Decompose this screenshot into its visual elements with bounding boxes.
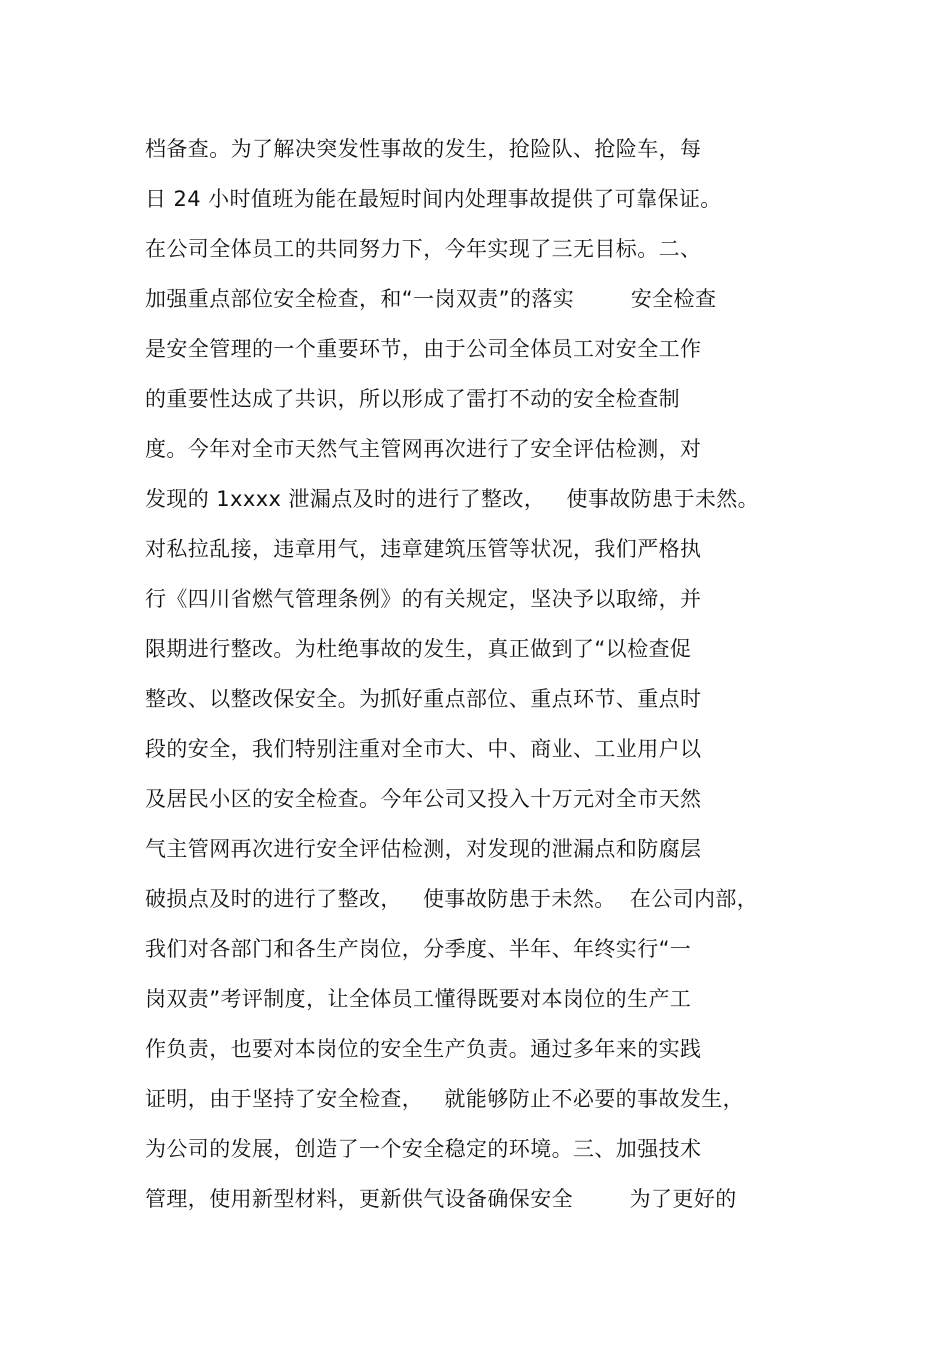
text-line: 段的安全，我们特别注重对全市大、中、商业、工业用户以 <box>145 737 702 761</box>
text-line: 的重要性达成了共识，所以形成了雷打不动的安全检查制 <box>145 387 680 411</box>
text-line: 及居民小区的安全检查。今年公司又投入十万元对全市天然 <box>145 787 702 811</box>
text-line: 限期进行整改。为杜绝事故的发生，真正做到了“以检查促 <box>145 637 692 661</box>
text-line: 档备查。为了解决突发性事故的发生，抢险队、抢险车，每 <box>145 137 702 161</box>
text-line: 证明，由于坚持了安全检查， 就能够防止不必要的事故发生， <box>145 1087 745 1111</box>
text-line: 度。今年对全市天然气主管网再次进行了安全评估检测，对 <box>145 437 702 461</box>
text-line: 破损点及时的进行了整改， 使事故防患于未然。 在公司内部， <box>145 887 759 911</box>
text-line: 发现的 1xxxx 泄漏点及时的进行了整改， 使事故防患于未然。 <box>145 487 760 511</box>
body-text <box>145 124 825 1224</box>
text-line: 对私拉乱接，违章用气，违章建筑压管等状况，我们严格执 <box>145 537 702 561</box>
text-line: 岗双责”考评制度，让全体员工懂得既要对本岗位的生产工 <box>145 987 692 1011</box>
text-line: 我们对各部门和各生产岗位，分季度、半年、年终实行“一 <box>145 937 692 961</box>
text-line: 是安全管理的一个重要环节，由于公司全体员工对安全工作 <box>145 337 702 361</box>
text-line: 管理，使用新型材料，更新供气设备确保安全 为了更好的 <box>145 1187 737 1211</box>
text-line: 在公司全体员工的共同努力下，今年实现了三无目标。二、 <box>145 237 702 261</box>
text-line: 行《四川省燃气管理条例》的有关规定，坚决予以取缔，并 <box>145 587 702 611</box>
text-line: 气主管网再次进行安全评估检测，对发现的泄漏点和防腐层 <box>145 837 702 861</box>
text-line: 加强重点部位安全检查，和“一岗双责”的落实 安全检查 <box>145 287 717 311</box>
text-line: 日 24 小时值班为能在最短时间内处理事故提供了可靠保证。 <box>145 187 722 211</box>
text-line: 作负责，也要对本岗位的安全生产负责。通过多年来的实践 <box>145 1037 702 1061</box>
text-line: 整改、以整改保安全。为抓好重点部位、重点环节、重点时 <box>145 687 702 711</box>
text-line: 为公司的发展，创造了一个安全稳定的环境。三、加强技术 <box>145 1137 702 1161</box>
